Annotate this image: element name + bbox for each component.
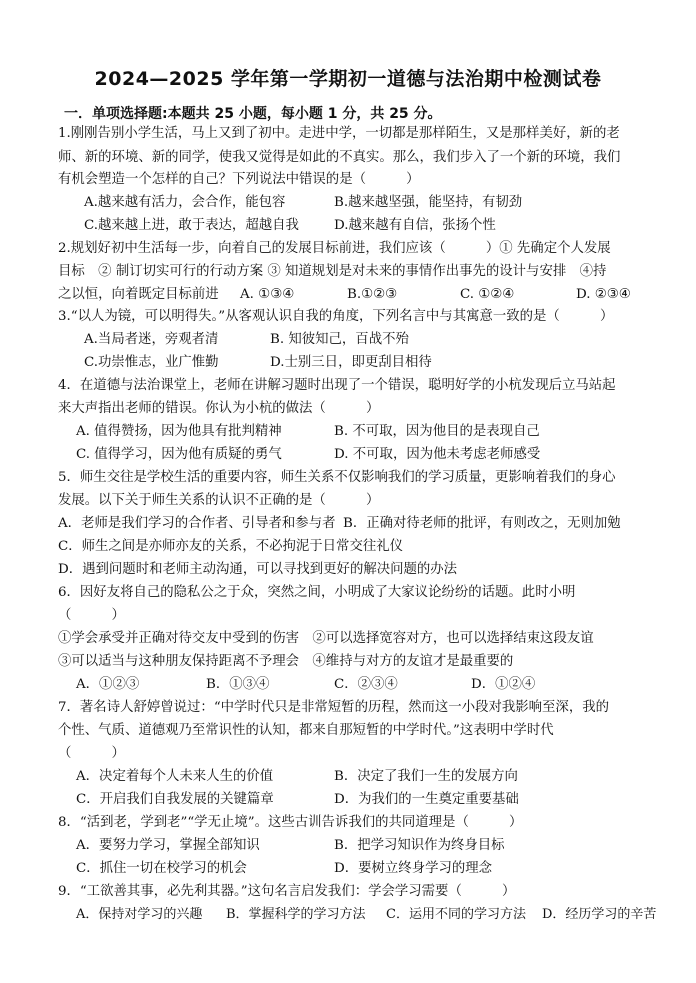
question-2-line: 2.规划好初中生活每一步，向着自己的发展目标前进，我们应该（ ）① 先确定个人发展 xyxy=(58,241,611,256)
option-b: B．①③④ xyxy=(206,677,270,692)
option-a: A. ①③④ xyxy=(240,287,295,302)
option-c: C．师生之间是亦师亦友的关系，不必拘泥于日常交往礼仪 xyxy=(58,539,404,554)
question-3-options-row xyxy=(84,330,644,350)
question-7-line: 7．著名诗人舒婷曾说过：“中学时代只是非常短暂的历程，然而这一小段对我影响至深，我的 xyxy=(58,700,609,715)
option-b: B．正确对待老师的批评，有则改之，无则加勉 xyxy=(343,516,621,531)
option-c: C．运用不同的学习方法 xyxy=(386,907,526,922)
question-8-options-row xyxy=(76,836,646,856)
question-3-line: 3.“以人为镜，可以明得失。”从客观认识自我的角度，下列名言中与其寓意一致的是（ ） xyxy=(58,309,614,324)
question-6-line: 6．因好友将自己的隐私公之于众，突然之间，小明成了大家议论纷纷的话题。此时小明 xyxy=(58,585,576,600)
question-5-options-row xyxy=(58,514,658,534)
option-d: D．要树立终身学习的理念 xyxy=(334,861,493,876)
option-a: A．①②③ xyxy=(76,677,140,692)
option-d: D. 不可取，因为他未考虑老师感受 xyxy=(334,447,541,462)
question-9-line: 9．“工欲善其事，必先利其器。”这句名言启发我们：学会学习需要（ ） xyxy=(58,884,516,899)
option-c: C. 值得学习，因为他有质疑的勇气 xyxy=(76,447,282,462)
page-title: 2024—2025 学年第一学期初一道德与法治期中检测试卷 xyxy=(94,68,602,90)
option-d: D．经历学习的辛苦 xyxy=(542,907,657,922)
option-c: C．开启我们自我发展的关键篇章 xyxy=(76,792,274,807)
question-1-line: 有机会塑造一个怎样的自己？下列说法中错误的是（ ） xyxy=(58,172,420,187)
option-c: C．②③④ xyxy=(334,677,398,692)
option-a: A.当局者迷，旁观者清 xyxy=(84,332,219,347)
question-5-line: 5．师生交往是学校生活的重要内容，师生关系不仅影响我们的学习质量，更影响着我们的身心 xyxy=(58,470,616,485)
question-6-statement: ③可以适当与这种朋友保持距离不予理会 ④维持与对方的友谊才是最重要的 xyxy=(58,654,514,669)
option-d: D.士别三日，即更刮目相待 xyxy=(270,355,432,370)
option-b: B. 知彼知己，百战不殆 xyxy=(270,332,409,347)
option-b: B．掌握科学的学习方法 xyxy=(226,907,366,922)
question-7-line: （ ） xyxy=(58,746,125,761)
question-2-line: 目标 ② 制订切实可行的行动方案 ③ 知道规划是对未来的事情作出事先的设计与安排 ④持 xyxy=(58,264,607,279)
question-8-line: 8．“活到老，学到老”“学无止境”。这些古训告诉我们的共同道理是（ ） xyxy=(58,815,523,830)
question-4-options-row xyxy=(76,445,646,465)
question-6-line: （ ） xyxy=(58,608,125,623)
question-6-options-row xyxy=(76,675,636,695)
option-c: C.越来越上进，敢于表达，超越自我 xyxy=(84,218,299,233)
option-c: C．抓住一切在校学习的机会 xyxy=(76,861,247,876)
question-7-options-row xyxy=(76,790,646,810)
question-7-options-row xyxy=(76,767,646,787)
option-d: D.越来越有自信，张扬个性 xyxy=(334,218,496,233)
option-b: B.越来越坚强，能坚持，有韧劲 xyxy=(334,195,523,210)
question-2-line: 之以恒，向着既定目标前进 xyxy=(58,287,219,302)
option-a: A. 值得赞扬，因为他具有批判精神 xyxy=(76,424,282,439)
question-1-line: 师、新的环境、新的同学，使我又觉得是如此的不真实。那么，我们步入了一个新的环境，我们 xyxy=(58,150,621,165)
question-6-statement: ①学会承受并正确对待交友中受到的伤害 ②可以选择宽容对方，也可以选择结束这段友谊 xyxy=(58,631,594,646)
question-7-line: 个性、气质、道德观乃至常识性的认知，都来自那短暂的中学时代。”这表明中学时代 xyxy=(58,723,554,738)
option-b: B．把学习知识作为终身目标 xyxy=(334,838,505,853)
question-3-options-row xyxy=(84,353,644,373)
option-d: D．①②④ xyxy=(471,677,536,692)
option-b: B.①②③ xyxy=(347,287,398,302)
option-a: A．决定着每个人未来人生的价值 xyxy=(76,769,274,784)
question-1-options-row xyxy=(84,216,644,236)
option-b: B. 不可取，因为他目的是表现自己 xyxy=(334,424,540,439)
question-4-line: 来大声指出老师的错误。你认为小杭的做法（ ） xyxy=(58,401,380,416)
option-c: C. ①②④ xyxy=(460,287,515,302)
section-heading: 一．单项选择题:本题共 25 小题，每小题 1 分，共 25 分。 xyxy=(64,106,442,122)
question-8-options-row xyxy=(76,859,646,879)
question-5-line: 发展。以下关于师生关系的认识不正确的是（ ） xyxy=(58,493,380,508)
question-4-options-row xyxy=(76,422,646,442)
option-a: A.越来越有活力，会合作，能包容 xyxy=(84,195,286,210)
option-a: A．要努力学习，掌握全部知识 xyxy=(76,838,260,853)
option-a: A．老师是我们学习的合作者、引导者和参与者 xyxy=(58,516,336,531)
question-4-line: 4．在道德与法治课堂上，老师在讲解习题时出现了一个错误，聪明好学的小杭发现后立马站起 xyxy=(58,378,616,393)
option-d: D．遇到问题时和老师主动沟通，可以寻找到更好的解决问题的办法 xyxy=(58,562,458,577)
option-d: D．为我们的一生奠定重要基础 xyxy=(334,792,519,807)
option-d: D. ②③④ xyxy=(576,287,631,302)
question-1-options-row xyxy=(84,193,644,213)
question-1-line: 1.刚刚告别小学生活，马上又到了初中。走进中学，一切都是那样陌生，又是那样美好，新的老 xyxy=(58,126,620,141)
option-a: A．保持对学习的兴趣 xyxy=(76,907,203,922)
question-2-options-row xyxy=(240,285,640,305)
question-9-options-row xyxy=(76,905,666,925)
option-b: B．决定了我们一生的发展方向 xyxy=(334,769,518,784)
option-c: C.功崇惟志，业广惟勤 xyxy=(84,355,219,370)
